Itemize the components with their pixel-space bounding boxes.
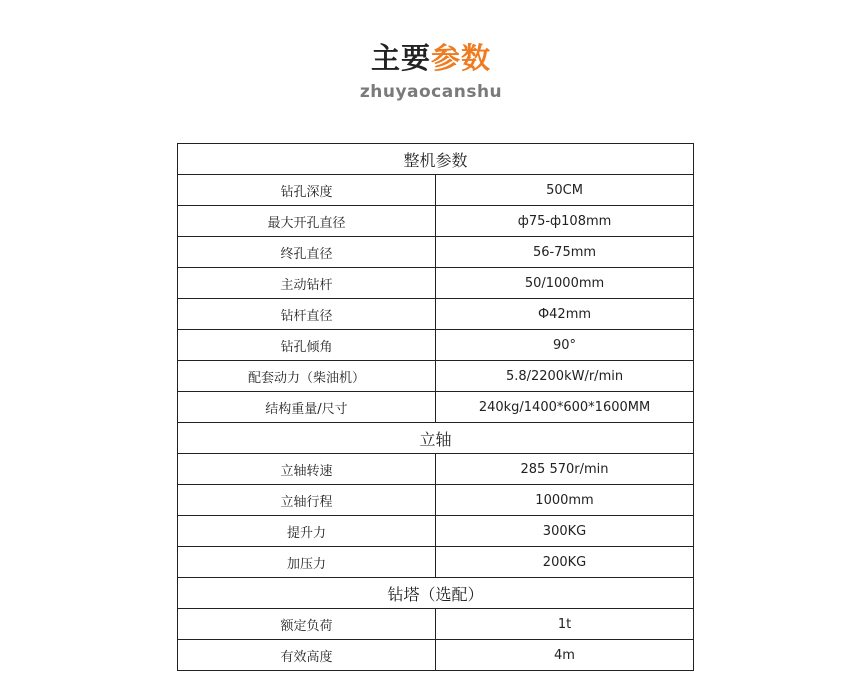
- table-row: [178, 454, 694, 485]
- row-label: 加压力: [178, 547, 436, 578]
- row-label: 钻杆直径: [178, 299, 436, 330]
- row-label: 终孔直径: [178, 237, 436, 268]
- row-label: 主动钻杆: [178, 268, 436, 299]
- row-label: 立轴转速: [178, 454, 436, 485]
- row-value: 1000mm: [436, 485, 694, 516]
- spec-table: [177, 143, 694, 671]
- table-row: [178, 485, 694, 516]
- table-row: [178, 330, 694, 361]
- row-label: 结构重量/尺寸: [178, 392, 436, 423]
- table-row: [178, 547, 694, 578]
- table-row: [178, 392, 694, 423]
- row-label: 最大开孔直径: [178, 206, 436, 237]
- page-subtitle: zhuyaocanshu: [359, 82, 503, 102]
- table-row: [178, 175, 694, 206]
- row-value: ф75-ф108mm: [436, 206, 694, 237]
- page-title-accent: 参数: [431, 41, 492, 75]
- row-value: 50/1000mm: [436, 268, 694, 299]
- row-value: 5.8/2200kW/r/min: [436, 361, 694, 392]
- table-row: [178, 237, 694, 268]
- table-row: [178, 516, 694, 547]
- page-heading: [0, 40, 862, 102]
- table-row: [178, 361, 694, 392]
- row-value: 1t: [436, 609, 694, 640]
- section-title: 整机参数: [178, 144, 694, 175]
- table-row: [178, 268, 694, 299]
- row-label: 立轴行程: [178, 485, 436, 516]
- row-value: 240kg/1400*600*1600MM: [436, 392, 694, 423]
- row-value: 300KG: [436, 516, 694, 547]
- row-label: 提升力: [178, 516, 436, 547]
- section-title: 立轴: [178, 423, 694, 454]
- table-row: [178, 609, 694, 640]
- row-value: 56-75mm: [436, 237, 694, 268]
- section-header-row: [178, 578, 694, 609]
- row-value: 200KG: [436, 547, 694, 578]
- row-value: 90°: [436, 330, 694, 361]
- section-header-row: [178, 423, 694, 454]
- row-label: 配套动力（柴油机）: [178, 361, 436, 392]
- row-value: Ф42mm: [436, 299, 694, 330]
- section-title: 钻塔（选配）: [178, 578, 694, 609]
- row-label: 额定负荷: [178, 609, 436, 640]
- section-header-row: [178, 144, 694, 175]
- row-label: 钻孔深度: [178, 175, 436, 206]
- row-label: 有效高度: [178, 640, 436, 671]
- table-row: [178, 640, 694, 671]
- row-value: 285 570r/min: [436, 454, 694, 485]
- row-value: 50CM: [436, 175, 694, 206]
- page-title-dark: 主要: [370, 41, 431, 75]
- row-label: 钻孔倾角: [178, 330, 436, 361]
- table-row: [178, 206, 694, 237]
- page-title: [0, 40, 862, 76]
- table-row: [178, 299, 694, 330]
- row-value: 4m: [436, 640, 694, 671]
